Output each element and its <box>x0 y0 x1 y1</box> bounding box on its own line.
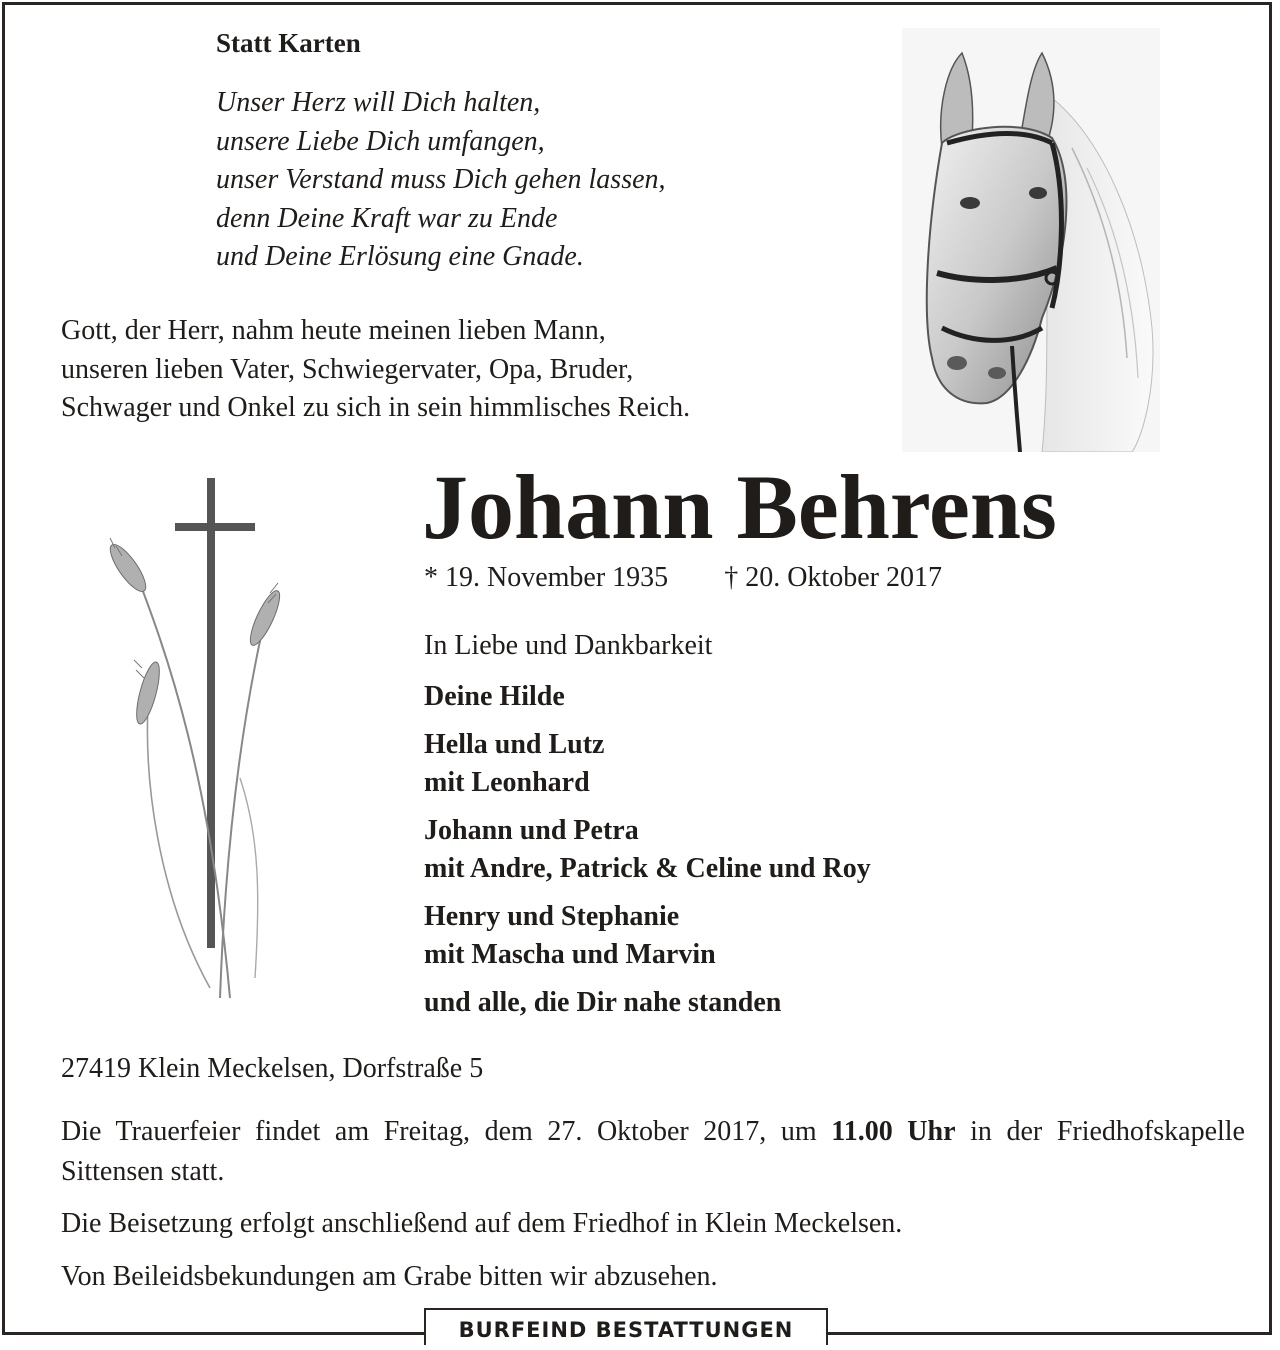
family-line: mit Andre, Patrick & Celine und Roy <box>424 853 871 884</box>
funeral-text-end: in der Friedhofskapelle Sittensen statt. <box>61 1116 1245 1187</box>
poem-line: Unser Herz will Dich halten, <box>216 87 541 118</box>
funeral-info <box>61 1112 1245 1192</box>
cross-wheat-illustration <box>90 478 290 1008</box>
family-line: mit Mascha und Marvin <box>424 939 716 970</box>
funeral-text: Die Trauerfeier findet am Freitag, dem 27. Oktober 2017, um <box>61 1116 832 1147</box>
poem-line: unsere Liebe Dich umfangen, <box>216 125 545 157</box>
family-line: Hella und Lutz <box>424 728 605 760</box>
family-line: Henry und Stephanie <box>424 900 680 932</box>
horse-head-illustration <box>902 28 1160 452</box>
poem-line: und Deine Erlösung eine Gnade. <box>216 241 584 272</box>
family-group <box>424 678 871 717</box>
deceased-name: Johann Behrens <box>422 456 1057 558</box>
family-list <box>424 678 871 1031</box>
family-group <box>424 984 871 1023</box>
family-line: Deine Hilde <box>424 681 565 712</box>
family-line: und alle, die Dir nahe standen <box>424 986 782 1018</box>
intro-line: unseren lieben Vater, Schwiegervater, Opa, Bruder, <box>61 353 634 385</box>
death-date: † 20. Oktober 2017 <box>724 562 942 593</box>
family-group <box>424 898 871 975</box>
intro-line: Schwager und Onkel zu sich in sein himmlisches Reich. <box>61 392 691 423</box>
address: 27419 Klein Meckelsen, Dorfstraße 5 <box>61 1053 484 1084</box>
undertaker-label: BURFEIND BESTATTUNGEN <box>424 1308 828 1345</box>
intro-line: Gott, der Herr, nahm heute meinen lieben Mann, <box>61 315 606 346</box>
love-line: In Liebe und Dankbarkeit <box>424 630 713 661</box>
poem-line: denn Deine Kraft war zu Ende <box>216 202 558 234</box>
family-line: Johann und Petra <box>424 814 639 846</box>
family-line: mit Leonhard <box>424 767 590 798</box>
funeral-time: 11.00 Uhr <box>831 1116 956 1147</box>
birth-date: * 19. November 1935 <box>424 562 669 593</box>
life-dates <box>424 562 942 594</box>
poem <box>216 84 666 277</box>
intro-text <box>61 312 690 428</box>
family-group <box>424 812 871 889</box>
family-group <box>424 726 871 803</box>
burial-info: Die Beisetzung erfolgt anschließend auf dem Friedhof in Klein Meckelsen. <box>61 1208 903 1239</box>
poem-line: unser Verstand muss Dich gehen lassen, <box>216 164 666 195</box>
notice-heading: Statt Karten <box>216 28 361 58</box>
condolences-note: Von Beileidsbekundungen am Grabe bitten wir abzusehen. <box>61 1261 718 1292</box>
